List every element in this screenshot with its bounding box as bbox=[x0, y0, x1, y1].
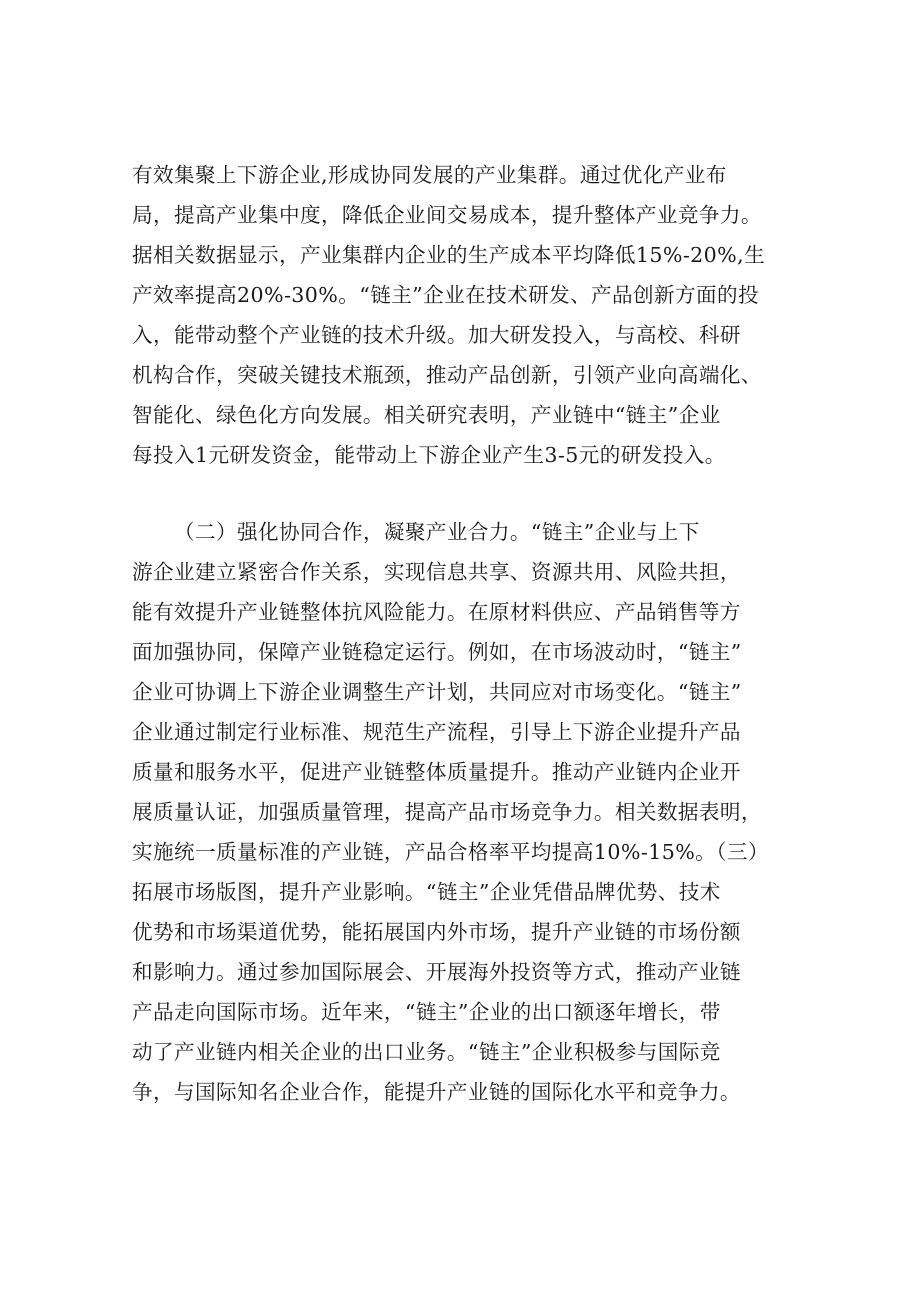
text-line: 智能化、绿色化方向发展。相关研究表明，产业链中“链主”企业 bbox=[132, 403, 721, 427]
text-line: 据相关数据显示，产业集群内企业的生产成本平均降低15%-20%,生 bbox=[132, 243, 766, 267]
text-line: 企业可协调上下游企业调整生产计划，共同应对市场变化。“链主” bbox=[132, 680, 742, 704]
text-line: 入，能带动整个产业链的技术升级。加大研发投入，与高校、科研 bbox=[132, 323, 741, 347]
text-line: 能有效提升产业链整体抗风险能力。在原材料供应、产品销售等方 bbox=[132, 600, 741, 624]
text-line: 争，与国际知名企业合作，能提升产业链的国际化水平和竞争力。 bbox=[132, 1080, 741, 1104]
paragraph-collaboration bbox=[132, 512, 804, 1112]
text-line: 产品走向国际市场。近年来，“链主”企业的出口额逐年增长，带 bbox=[132, 1000, 721, 1024]
text-line: 游企业建立紧密合作关系，实现信息共享、资源共用、风险共担， bbox=[132, 560, 741, 584]
text-line-indented: （二）强化协同合作，凝聚产业合力。“链主”企业与上下 bbox=[174, 520, 700, 544]
text-line: 展质量认证，加强质量管理，提高产品市场竞争力。相关数据表明， bbox=[132, 800, 762, 824]
text-line: 拓展市场版图，提升产业影响。“链主”企业凭借品牌优势、技术 bbox=[132, 880, 721, 904]
text-line: 面加强协同，保障产业链稳定运行。例如，在市场波动时，“链主” bbox=[132, 640, 742, 664]
text-line: 优势和市场渠道优势，能拓展国内外市场，提升产业链的市场份额 bbox=[132, 920, 741, 944]
text-line: 质量和服务水平，促进产业链整体质量提升。推动产业链内企业开 bbox=[132, 760, 741, 784]
paragraph-industry-cluster bbox=[132, 155, 804, 475]
text-line: 动了产业链内相关企业的出口业务。“链主”企业积极参与国际竞 bbox=[132, 1040, 721, 1064]
text-line: 和影响力。通过参加国际展会、开展海外投资等方式，推动产业链 bbox=[132, 960, 741, 984]
text-line: 产效率提高20%-30%。“链主”企业在技术研发、产品创新方面的投 bbox=[132, 283, 760, 307]
text-line: 实施统一质量标准的产业链，产品合格率平均提高10%-15%。（三） bbox=[132, 840, 769, 864]
text-line: 每投入1元研发资金，能带动上下游企业产生3-5元的研发投入。 bbox=[132, 443, 726, 467]
text-line: 有效集聚上下游企业,形成协同发展的产业集群。通过优化产业布 bbox=[132, 163, 727, 187]
text-line: 局，提高产业集中度，降低企业间交易成本，提升整体产业竞争力。 bbox=[132, 203, 762, 227]
text-line: 企业通过制定行业标准、规范生产流程，引导上下游企业提升产品 bbox=[132, 720, 741, 744]
text-line: 机构合作，突破关键技术瓶颈，推动产品创新，引领产业向高端化、 bbox=[132, 363, 762, 387]
